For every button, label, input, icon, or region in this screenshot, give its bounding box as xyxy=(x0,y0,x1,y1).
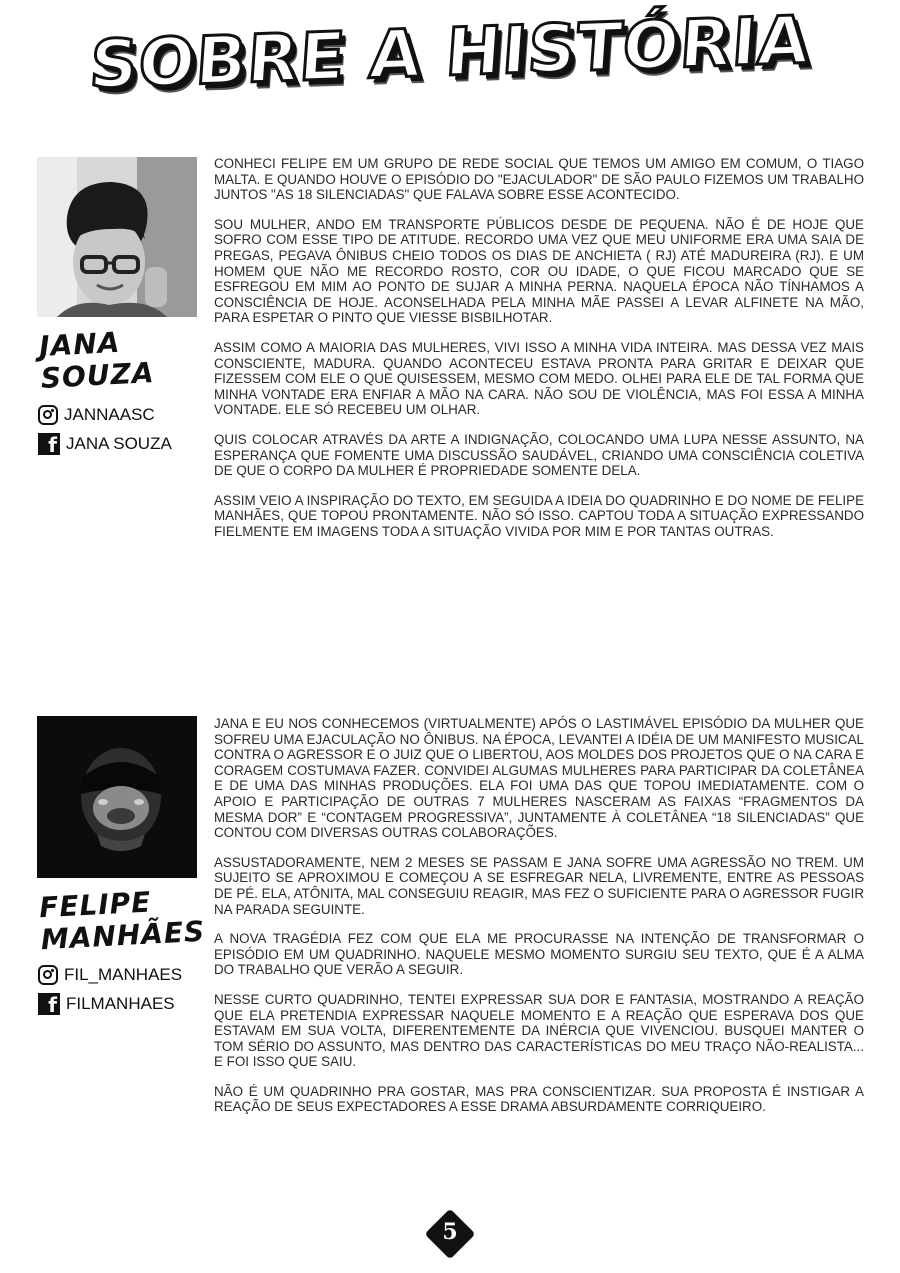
author-last-name: MANHÃES xyxy=(40,914,206,957)
facebook-label: JANA SOUZA xyxy=(66,434,172,453)
instagram-handle-jana[interactable] xyxy=(38,403,155,427)
author-text-jana xyxy=(214,156,864,553)
author-name-jana xyxy=(38,325,155,395)
author-photo-jana xyxy=(37,157,197,317)
page-number: 5 xyxy=(442,1219,458,1245)
paragraph: A NOVA TRAGÉDIA FEZ COM QUE ELA ME PROCURASSE NA INTENÇÃO DE TRANSFORMAR O EPISÓDIO EM UM QUADRINHO. NAQUELE MESMO MOMENTO SURGIU SEU TEXTO, QUE É A ALMA DO TRABALHO QUE VERÃO A SEGUIR. xyxy=(214,931,864,978)
instagram-label: JANNAASC xyxy=(64,405,155,424)
facebook-handle-felipe[interactable] xyxy=(38,992,175,1016)
facebook-icon: f xyxy=(38,433,60,455)
paragraph: ASSUSTADORAMENTE, NEM 2 MESES SE PASSAM E JANA SOFRE UMA AGRESSÃO NO TREM. UM SUJEITO SE APROXIMOU E COMEÇOU A SE ESFREGAR NELA, LIVREMENTE, ENTRE AS PESSOAS DE PÉ. ELA, ATÔNITA, MAL CONSEGUIU REAGIR, MAS FEZ O SUFICIENTE PARA O AGRESSOR FUGIR NA PARADA SEGUINTE. xyxy=(214,854,864,917)
paragraph: JANA E EU NOS CONHECEMOS (VIRTUALMENTE) APÓS O LASTIMÁVEL EPISÓDIO DA MULHER QUE SOFREU UMA EJACULAÇÃO NO ÔNIBUS. NA ÉPOCA, LEVANTEI A IDÉIA DE UM MANIFESTO MUSICAL CONTRA O AGRESSOR E O JUIZ QUE O LIBERTOU, AOS MOLDES DOS PROJETOS QUE O NA CARA E CORAGEM COSTUMAVA FAZER. CONVIDEI ALGUMAS MULHERES PARA PARTICIPAR DA COLETÂNEA E DE UMA DAS MINHAS PRODUÇÕES. ELA FOI UMA DAS QUE TOPOU IMEDIATAMENTE. COM O APOIO E PARTICIPAÇÃO DE OUTRAS 7 MULHERES NASCERAM AS FAIXAS “FRAGMENTOS DA MESMA DOR” E “CONTAGEM PROGRESSIVA”, JUNTAMENTE À COLETÂNEA “18 SILENCIADAS” QUE CONTOU COM DIVERSAS OUTRAS COLABORAÇÕES. xyxy=(214,716,864,841)
paragraph: QUIS COLOCAR ATRAVÉS DA ARTE A INDIGNAÇÃO, COLOCANDO UMA LUPA NESSE ASSUNTO, NA ESPERANÇA QUE FOMENTE UMA DISCUSSÃO SAUDÁVEL, CRIANDO UMA CONSCIÊNCIA COLETIVA DE QUE O CORPO DA MULHER É PROPRIEDADE SOMENTE DELA. xyxy=(214,431,864,479)
instagram-handle-felipe[interactable] xyxy=(38,963,182,987)
author-photo-felipe xyxy=(37,716,197,878)
author-first-name: JANA xyxy=(38,325,122,363)
facebook-icon: f xyxy=(38,993,60,1015)
paragraph: SOU MULHER, ANDO EM TRANSPORTE PÚBLICOS DESDE DE PEQUENA. NÃO É DE HOJE QUE SOFRO COM ESSE TIPO DE ATITUDE. RECORDO UMA VEZ QUE MEU UNIFORME ERA UMA SAIA DE PREGAS, PEGAVA ÔNIBUS CHEIO TODOS OS DIAS DE ANCHIETA ( RJ) ATÉ MADUREIRA (RJ). E UM HOMEM QUE NÃO ME RECORDO ROSTO, COR OU IDADE, O QUE FICOU MARCADO QUE SE ESFREGOU EM MIM AO PONTO DE SUJAR A MINHA PERNA. NAQUELA ÉPOCA NÃO TÍNHAMOS A CONSCIÊNCIA DE HOJE. ACONSELHADA PELA MINHA MÃE PASSEI A LEVAR ALFINETE NA MÃO, PARA ESPETAR O PINTO QUE VIESSE BISBILHOTAR. xyxy=(214,216,864,326)
author-name-felipe xyxy=(38,884,205,957)
author-first-name: FELIPE xyxy=(38,885,153,925)
paragraph: NÃO É UM QUADRINHO PRA GOSTAR, MAS PRA CONSCIENTIZAR. SUA PROPOSTA É INSTIGAR A REAÇÃO DE SEUS EXPECTADORES A ESSE DRAMA ABSURDAMENTE CORRIQUEIRO. xyxy=(214,1083,864,1115)
paragraph: CONHECI FELIPE EM UM GRUPO DE REDE SOCIAL QUE TEMOS UM AMIGO EM COMUM, O TIAGO MALTA. E QUANDO HOUVE O EPISÓDIO DO "EJACULADOR" DE SÃO PAULO FIZEMOS UM TRABALHO JUNTOS "AS 18 SILENCIADAS" QUE FALAVA SOBRE ESSE ACONTECIDO. xyxy=(214,156,864,203)
instagram-icon xyxy=(38,965,58,985)
page-number-badge xyxy=(424,1208,476,1260)
paragraph: NESSE CURTO QUADRINHO, TENTEI EXPRESSAR SUA DOR E FANTASIA, MOSTRANDO A REAÇÃO QUE ELA PRETENDIA EXPRESSAR NAQUELE MOMENTO E A REAÇÃO QUE ESPERAVA DOS QUE ESTAVAM EM SUA VOLTA, DIFERENTEMENTE DA INÉRCIA QUE VIVENCIOU. BUSQUEI MANTER O TOM SÉRIO DO ASSUNTO, MAS DENTRO DAS CARACTERÍSTICAS DO MEU TRAÇO NÃO-REALISTA... E FOI ISSO QUE SAIU. xyxy=(214,991,864,1070)
paragraph: ASSIM VEIO A INSPIRAÇÃO DO TEXTO, EM SEGUIDA A IDEIA DO QUADRINHO E DO NOME DE FELIPE MANHÃES, QUE TOPOU PRONTAMENTE. NÃO SÓ ISSO. CAPTOU TODA A SITUAÇÃO EXPRESSANDO FIELMENTE EM IMAGENS TODA A SITUAÇÃO VIVIDA POR MIM E POR TANTAS OUTRAS. xyxy=(214,492,864,539)
facebook-label: FILMANHAES xyxy=(66,994,175,1013)
facebook-handle-jana[interactable] xyxy=(38,432,172,456)
paragraph: ASSIM COMO A MAIORIA DAS MULHERES, VIVI ISSO A MINHA VIDA INTEIRA. MAS DESSA VEZ MAIS CONSCIENTE, MADURA. QUANDO ACONTECEU ESTAVA PRONTA PARA GRITAR E DEIXAR QUE FIZESSEM COM ELE O QUE QUISESSEM, MESMO COM MEDO. OLHEI PARA ELE DE TAL FORMA QUE MINHA VONTADE ERA ENFIAR A MÃO NA CARA. NÃO SOU DE VIOLÊNCIA, MAS FOI ESSA A MINHA VONTADE. ELE SÓ RECEBEU UM OLHAR. xyxy=(214,339,864,418)
instagram-icon xyxy=(38,405,58,425)
author-last-name: SOUZA xyxy=(40,356,156,395)
page-title: SOBRE A HISTÓRIA xyxy=(87,1,813,104)
author-text-felipe xyxy=(214,716,864,1129)
instagram-label: FIL_MANHAES xyxy=(64,965,183,984)
